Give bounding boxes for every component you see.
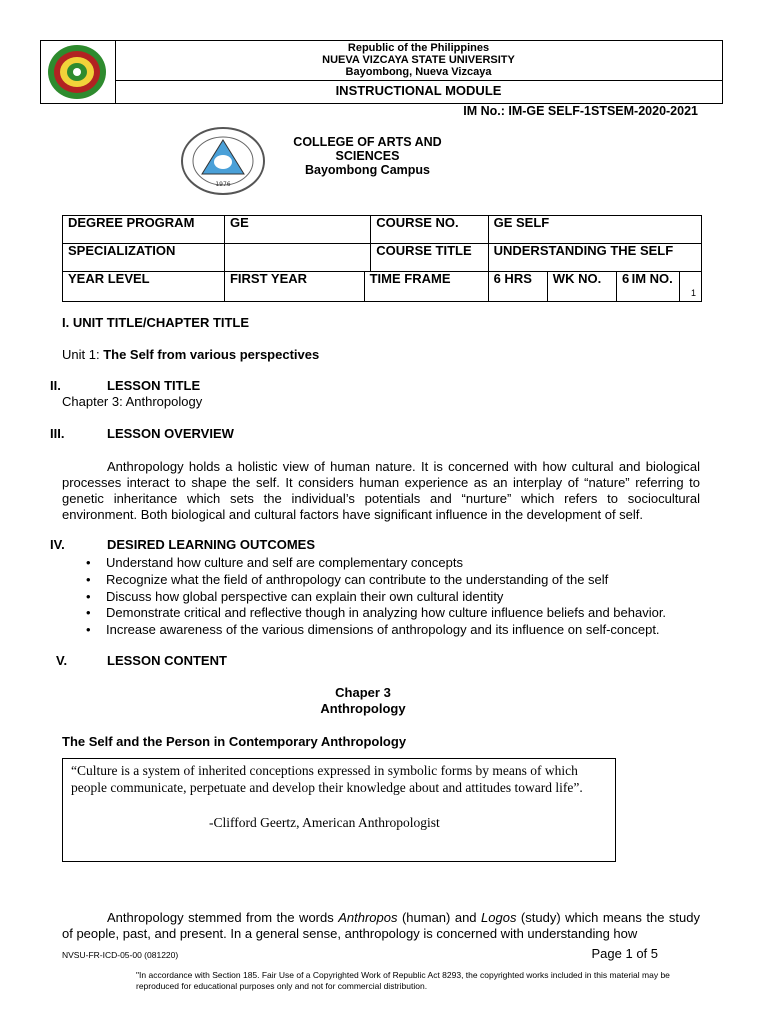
content-paragraph [62, 910, 700, 942]
list-item: • Demonstrate critical and reflective though in analyzing how culture influence beliefs and behavior. [106, 605, 666, 622]
time-frame-label: TIME FRAME [364, 272, 488, 302]
university-logo-cell [41, 41, 116, 103]
list-item: • Increase awareness of the various dimensions of anthropology and its influence on self-concept. [106, 622, 666, 639]
section-4-number: IV. [50, 537, 65, 552]
college-line1: COLLEGE OF ARTS AND [293, 135, 442, 149]
unit-title: The Self from various perspectives [103, 347, 320, 362]
list-item: • Discuss how global perspective can explain their own cultural identity [106, 589, 666, 606]
section-2-number: II. [50, 378, 61, 393]
course-no-label: COURSE NO. [371, 216, 488, 244]
degree-value: GE [224, 216, 370, 244]
university-seal-icon [45, 43, 109, 101]
course-title-value: UNDERSTANDING THE SELF [488, 244, 701, 272]
quote-author: -Clifford Geertz, American Anthropologist [209, 815, 440, 830]
section-5-heading: LESSON CONTENT [107, 653, 227, 668]
im-number: IM No.: IM-GE SELF-1STSEM-2020-2021 [463, 104, 698, 118]
specialization-label: SPECIALIZATION [63, 244, 225, 272]
degree-label: DEGREE PROGRAM [63, 216, 225, 244]
form-code: NVSU-FR-ICD-05-00 (081220) [62, 950, 179, 960]
chapter-title: Anthropology [320, 701, 406, 716]
time-frame-value: 6 HRS [488, 272, 547, 302]
paragraph-text: (study) which means the study of people, past, and present. In a general sense, anthropology is concerned with understanding how [62, 910, 700, 941]
paragraph-text: Anthropology stemmed from the words [107, 910, 339, 925]
quote-text: “Culture is a system of inherited conceptions expressed in symbolic forms by means of which people communicate, perpetuate and develop their knowledge about and attitudes toward life”. [71, 763, 583, 795]
chapter-heading [62, 685, 664, 717]
college-campus: Bayombong Campus [304, 163, 430, 177]
college-line2: SCIENCES [335, 149, 400, 163]
section-4-heading: DESIRED LEARNING OUTCOMES [107, 537, 316, 552]
quote-box [62, 758, 616, 862]
course-no-value: GE SELF [488, 216, 701, 244]
section-2-heading: LESSON TITLE [107, 378, 201, 393]
section-1-heading: I. UNIT TITLE/CHAPTER TITLE [62, 315, 250, 330]
im-no-value: 1 [690, 288, 696, 298]
university-name: NUEVA VIZCAYA STATE UNIVERSITY [322, 54, 515, 66]
year-level-label: YEAR LEVEL [63, 272, 225, 302]
section-3-heading: LESSON OVERVIEW [107, 426, 234, 441]
unit-title-line [62, 347, 319, 363]
university-name-block [115, 41, 722, 81]
lesson-title-text: Chapter 3: Anthropology [62, 394, 203, 409]
year-level-value: FIRST YEAR [224, 272, 364, 302]
section-3-number: III. [50, 426, 65, 441]
list-item: • Recognize what the field of anthropology can contribute to the understanding of the self [106, 572, 666, 589]
course-info-table [62, 215, 702, 302]
learning-outcomes-list [62, 555, 666, 639]
week-no-value: 6 [617, 272, 680, 302]
paragraph-term: Logos [481, 910, 517, 925]
chapter-label: Chaper 3 [335, 685, 391, 700]
copyright-disclaimer: "In accordance with Section 185. Fair Use of a Copyrighted Work of Republic Act 8293, the copyrighted works included in this material may be reproduced for educational purposes only and not for commercial distribution. [136, 970, 670, 991]
im-no-cell [631, 271, 701, 302]
paragraph-text: (human) and [397, 910, 482, 925]
unit-prefix: Unit 1: [62, 347, 104, 362]
university-location: Bayombong, Nueva Vizcaya [345, 66, 492, 78]
im-no-label: IM NO. [631, 271, 673, 286]
course-title-label: COURSE TITLE [371, 244, 488, 272]
section-5-number: V. [56, 653, 68, 668]
paragraph-term: Anthropos [338, 910, 398, 925]
college-name-block [285, 135, 450, 177]
college-seal-icon [180, 126, 266, 196]
lesson-overview-paragraph: Anthropology holds a holistic view of human nature. It is concerned with how cultural and biological processes interact to shape the self. It considers human experience as an interplay of “nature” referring to genetic inheritance which sets the individual’s potentials and “nurture” which refers to sociocultural environment. Both biological and cultural factors have significant influence in the development of self. [62, 459, 700, 522]
content-subheading: The Self and the Person in Contemporary Anthropology [62, 734, 407, 749]
university-header [40, 40, 723, 104]
specialization-value [224, 244, 370, 272]
list-item: • Understand how culture and self are complementary concepts [106, 555, 666, 572]
module-title: INSTRUCTIONAL MODULE [335, 83, 502, 98]
page-number: Page 1 of 5 [591, 946, 658, 961]
republic-line: Republic of the Philippines [347, 42, 490, 54]
college-seal-year: 1976 [215, 181, 231, 188]
week-no-label: WK NO. [547, 272, 616, 302]
